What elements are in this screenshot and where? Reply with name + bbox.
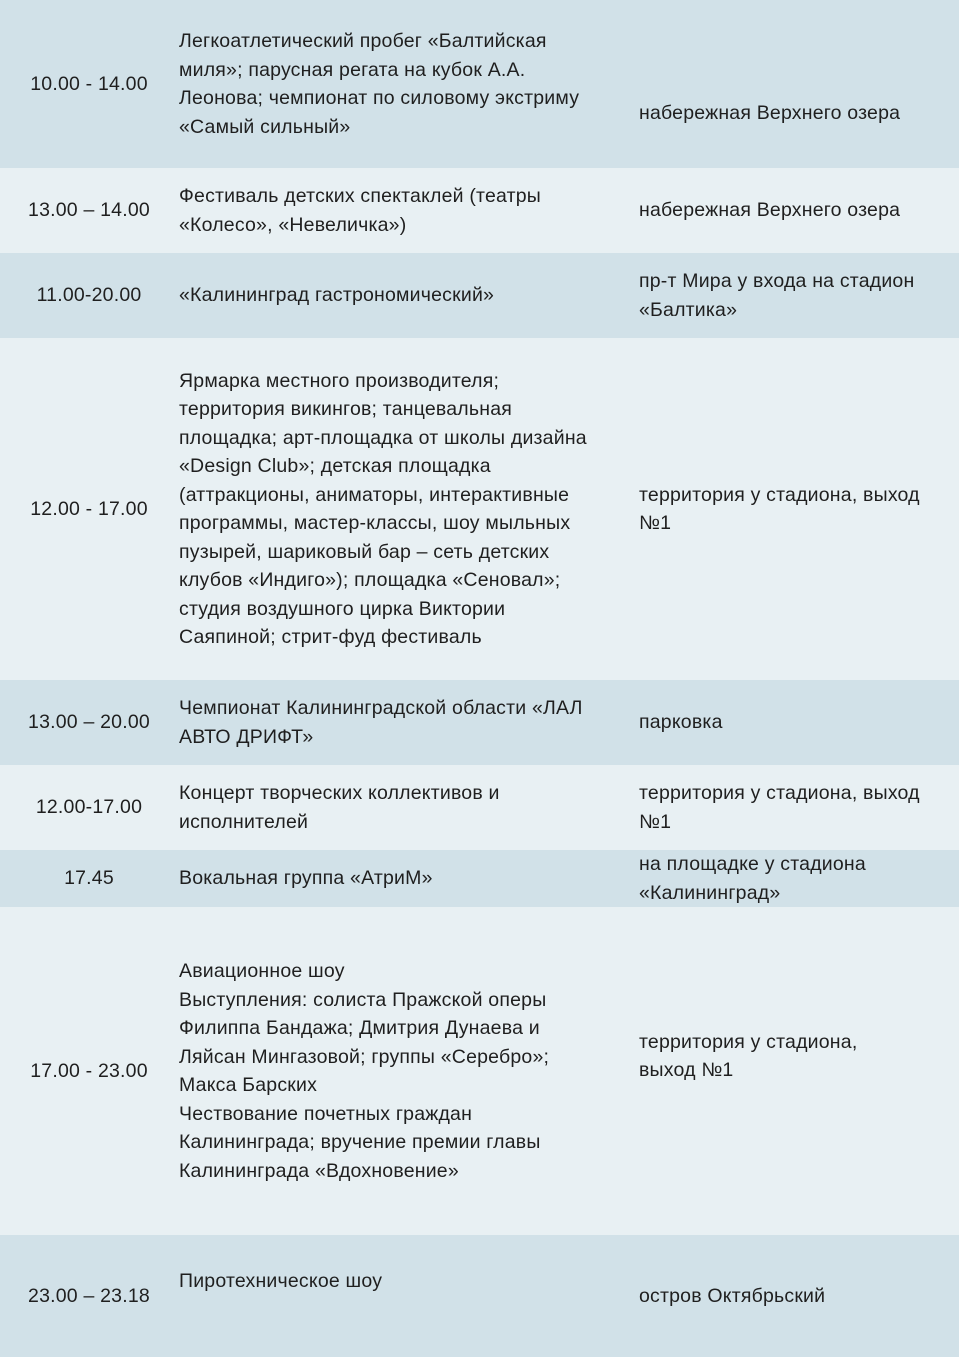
table-row	[0, 253, 959, 338]
table-row	[0, 338, 959, 680]
event-cell: Фестиваль детских спектаклей (театры «Колесо», «Невеличка»)	[179, 185, 542, 236]
event-cell: Легкоатлетический пробег «Балтийская миля»; парусная регата на кубок А.А. Леонова; чемпионат по силовому экстриму «Самый сильный»	[179, 30, 580, 138]
event-cell: «Калининград гастрономический»	[179, 284, 495, 307]
table-row	[0, 0, 959, 168]
place-cell: парковка	[639, 711, 723, 734]
table-row	[0, 765, 959, 850]
place-cell: остров Октябрьский	[639, 1284, 826, 1307]
place-cell: пр-т Мира у входа на стадион «Балтика»	[639, 270, 915, 321]
time-cell: 13.00 – 14.00	[28, 199, 150, 222]
place-cell: набережная Верхнего озера	[639, 101, 901, 124]
time-cell: 17.00 - 23.00	[30, 1059, 148, 1082]
table-row	[0, 907, 959, 1235]
event-cell: Ярмарка местного производителя; территория викингов; танцевальная площадка; арт-площадка от школы дизайна «Design Club»; детская площадка (аттракционы, аниматоры, интерактивные программы, мастер-классы, шоу мыльных пузырей, шариковый бар – сеть детских клубов «Индиго»); площадка «Сеновал»; студия воздушного цирка Виктории Саяпиной; стрит-фуд фестиваль	[179, 369, 587, 648]
event-cell: Концерт творческих коллективов и исполнителей	[179, 782, 500, 833]
event-cell: Вокальная группа «АтриМ»	[179, 867, 433, 890]
table-row	[0, 850, 959, 907]
time-cell: 10.00 - 14.00	[30, 72, 148, 95]
place-cell: территория у стадиона, выход №1	[639, 1030, 858, 1081]
place-cell: территория у стадиона, выход №1	[639, 483, 920, 534]
time-cell: 11.00-20.00	[36, 284, 142, 307]
time-cell: 23.00 – 23.18	[28, 1284, 150, 1307]
event-cell: Авиационное шоу Выступления: солиста Пражской оперы Филиппа Бандажа; Дмитрия Дунаева и Ляйсан Мингазовой; группы «Серебро»; Макса Барских Чествование почетных граждан Калининграда; вручение премии главы Калининграда «Вдохновение»	[179, 960, 550, 1182]
place-cell: на площадке у стадиона «Калининград»	[639, 853, 866, 904]
time-cell: 13.00 – 20.00	[28, 711, 150, 734]
time-cell: 12.00 - 17.00	[30, 497, 148, 520]
time-cell: 12.00-17.00	[35, 796, 143, 819]
time-cell: 17.45	[64, 867, 114, 890]
event-cell: Пиротехническое шоу	[179, 1269, 383, 1292]
table-row	[0, 168, 959, 253]
event-cell: Чемпионат Калининградской области «ЛАЛ АВТО ДРИФТ»	[179, 697, 583, 748]
table-row	[0, 1235, 959, 1357]
table-row	[0, 680, 959, 765]
place-cell: территория у стадиона, выход №1	[639, 782, 920, 833]
place-cell: набережная Верхнего озера	[639, 199, 901, 222]
